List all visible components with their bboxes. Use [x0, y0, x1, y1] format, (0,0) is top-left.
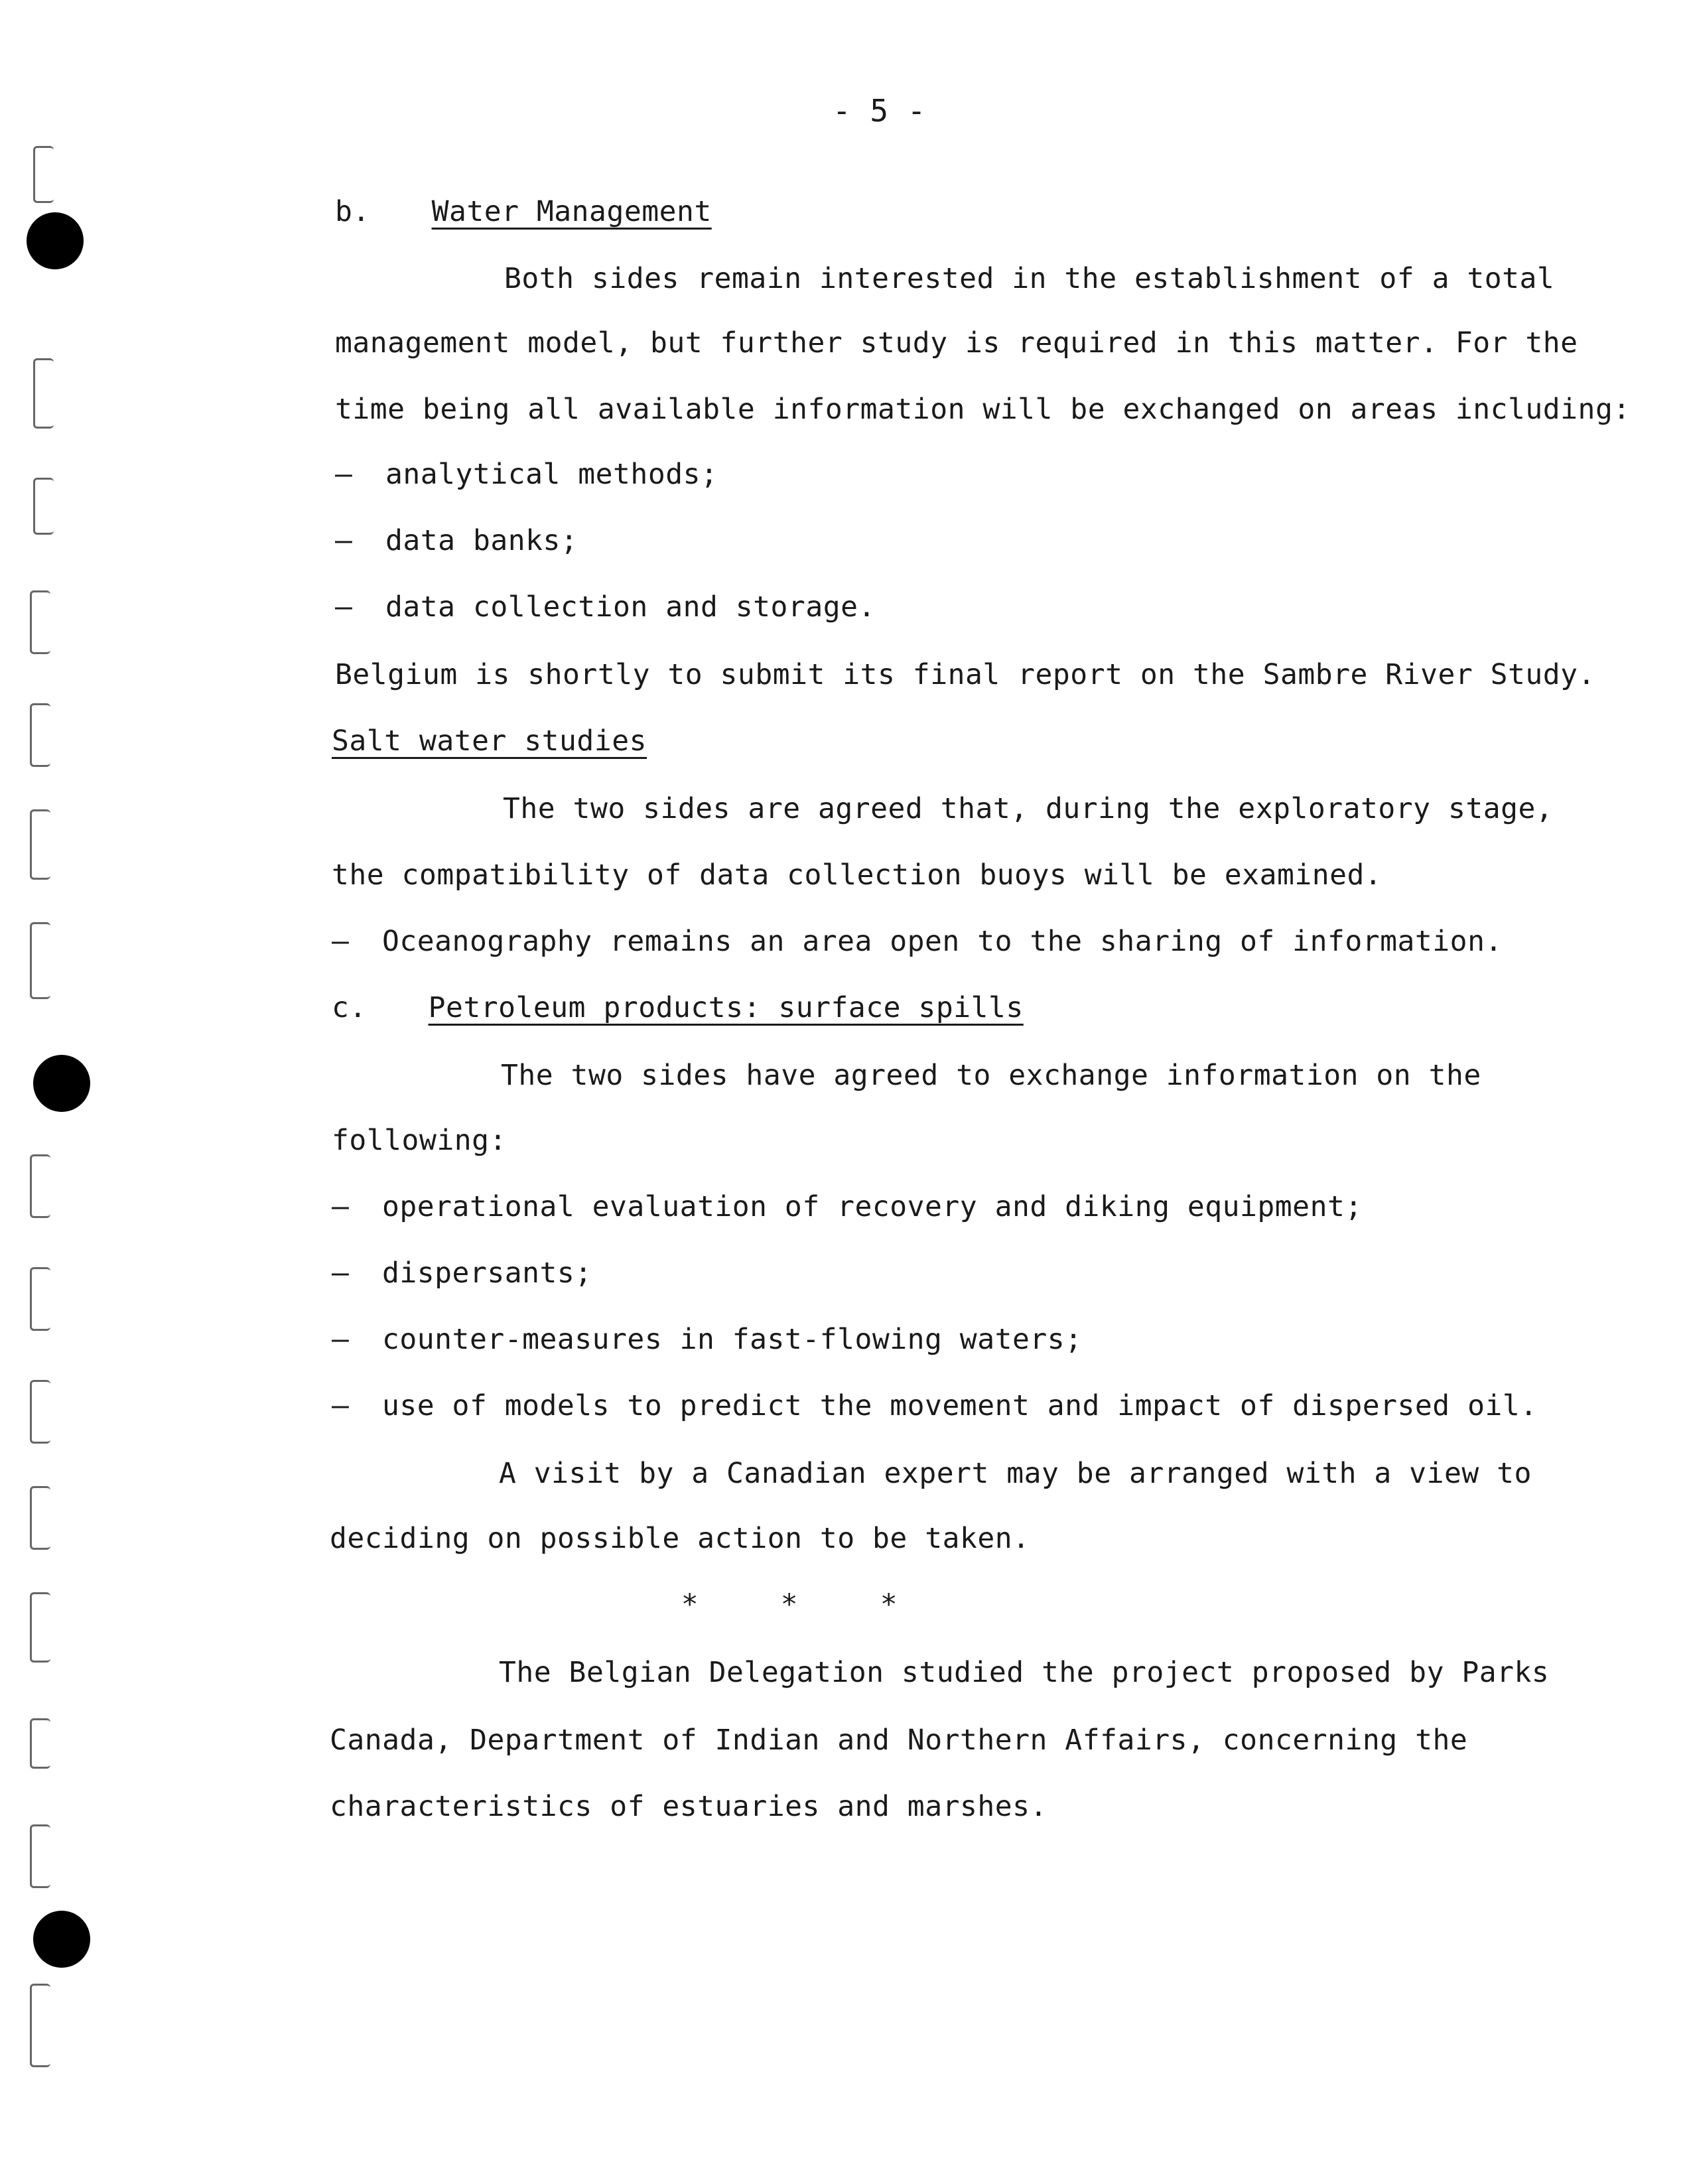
- salt-water-paragraph-line: The two sides are agreed that, during the exploratory stage,: [503, 792, 1554, 825]
- dash-marker: –: [335, 524, 353, 557]
- margin-mark: [30, 1984, 50, 2067]
- final-paragraph-line: characteristics of estuaries and marshes.: [330, 1790, 1047, 1823]
- dash-marker: –: [335, 458, 353, 491]
- dash-marker: –: [332, 925, 350, 958]
- page-number: - 5 -: [833, 93, 926, 129]
- section-b-paragraph-line: management model, but further study is required in this matter. For the: [335, 326, 1578, 360]
- margin-mark: [30, 1592, 50, 1663]
- salt-water-heading: Salt water studies: [332, 724, 647, 758]
- section-c-visit-line: deciding on possible action to be taken.: [330, 1522, 1030, 1555]
- section-c-bullet: – dispersants;: [332, 1257, 592, 1290]
- section-b-paragraph-line: Both sides remain interested in the establishment of a total: [504, 262, 1555, 295]
- margin-mark: [30, 1718, 50, 1769]
- margin-mark: [30, 922, 50, 999]
- margin-mark: [30, 1824, 50, 1888]
- margin-mark: [33, 146, 54, 203]
- salt-water-bullet: – Oceanography remains an area open to the sharing of information.: [332, 925, 1503, 958]
- section-c-label: c.: [332, 991, 367, 1024]
- section-c-visit-line: A visit by a Canadian expert may be arranged with a view to: [499, 1457, 1532, 1490]
- dash-marker: –: [332, 1389, 350, 1422]
- margin-mark: [30, 1380, 50, 1444]
- final-paragraph-line: The Belgian Delegation studied the project proposed by Parks: [499, 1656, 1550, 1689]
- separator-stars: [640, 1587, 939, 1623]
- margin-mark: [30, 1267, 50, 1331]
- separator-star: *: [880, 1588, 898, 1621]
- dash-marker: –: [332, 1323, 350, 1356]
- section-c-bullet: – counter-measures in fast-flowing waters;: [332, 1323, 1083, 1356]
- margin-mark: [33, 478, 54, 535]
- section-b-heading: Water Management: [431, 195, 712, 228]
- section-c-heading-line: [332, 990, 1024, 1026]
- margin-mark: [30, 703, 50, 767]
- margin-mark: [33, 358, 54, 429]
- section-b-bullet: – data banks;: [335, 524, 578, 557]
- section-b-bullet: – analytical methods;: [335, 458, 718, 491]
- binder-hole-bottom: [33, 1911, 90, 1968]
- section-c-bullet: – operational evaluation of recovery and diking equipment;: [332, 1190, 1363, 1223]
- section-c-paragraph-line: The two sides have agreed to exchange information on the: [501, 1059, 1481, 1092]
- section-b-closing: Belgium is shortly to submit its final report on the Sambre River Study.: [335, 658, 1595, 691]
- section-c-paragraph-line: following:: [332, 1124, 507, 1157]
- section-b-label: b.: [335, 195, 370, 228]
- margin-mark: [30, 809, 50, 880]
- salt-water-paragraph-line: the compatibility of data collection buoys will be examined.: [332, 858, 1383, 892]
- margin-mark: [30, 1154, 50, 1218]
- dash-marker: –: [335, 590, 353, 624]
- binder-hole-top: [27, 212, 84, 269]
- dash-marker: –: [332, 1257, 350, 1290]
- section-c-heading: Petroleum products: surface spills: [428, 991, 1024, 1024]
- margin-mark: [30, 590, 50, 654]
- section-b-bullet: – data collection and storage.: [335, 590, 876, 624]
- margin-mark: [30, 1486, 50, 1550]
- dash-marker: –: [332, 1190, 350, 1223]
- section-b-heading-line: [335, 194, 712, 230]
- final-paragraph-line: Canada, Department of Indian and Northern Affairs, concerning the: [330, 1724, 1468, 1757]
- section-c-bullet: – use of models to predict the movement and impact of dispersed oil.: [332, 1389, 1538, 1422]
- binder-hole-middle: [33, 1055, 90, 1112]
- separator-star: *: [681, 1588, 699, 1621]
- section-b-paragraph-line: time being all available information will be exchanged on areas including:: [335, 393, 1631, 426]
- separator-star: *: [780, 1588, 799, 1621]
